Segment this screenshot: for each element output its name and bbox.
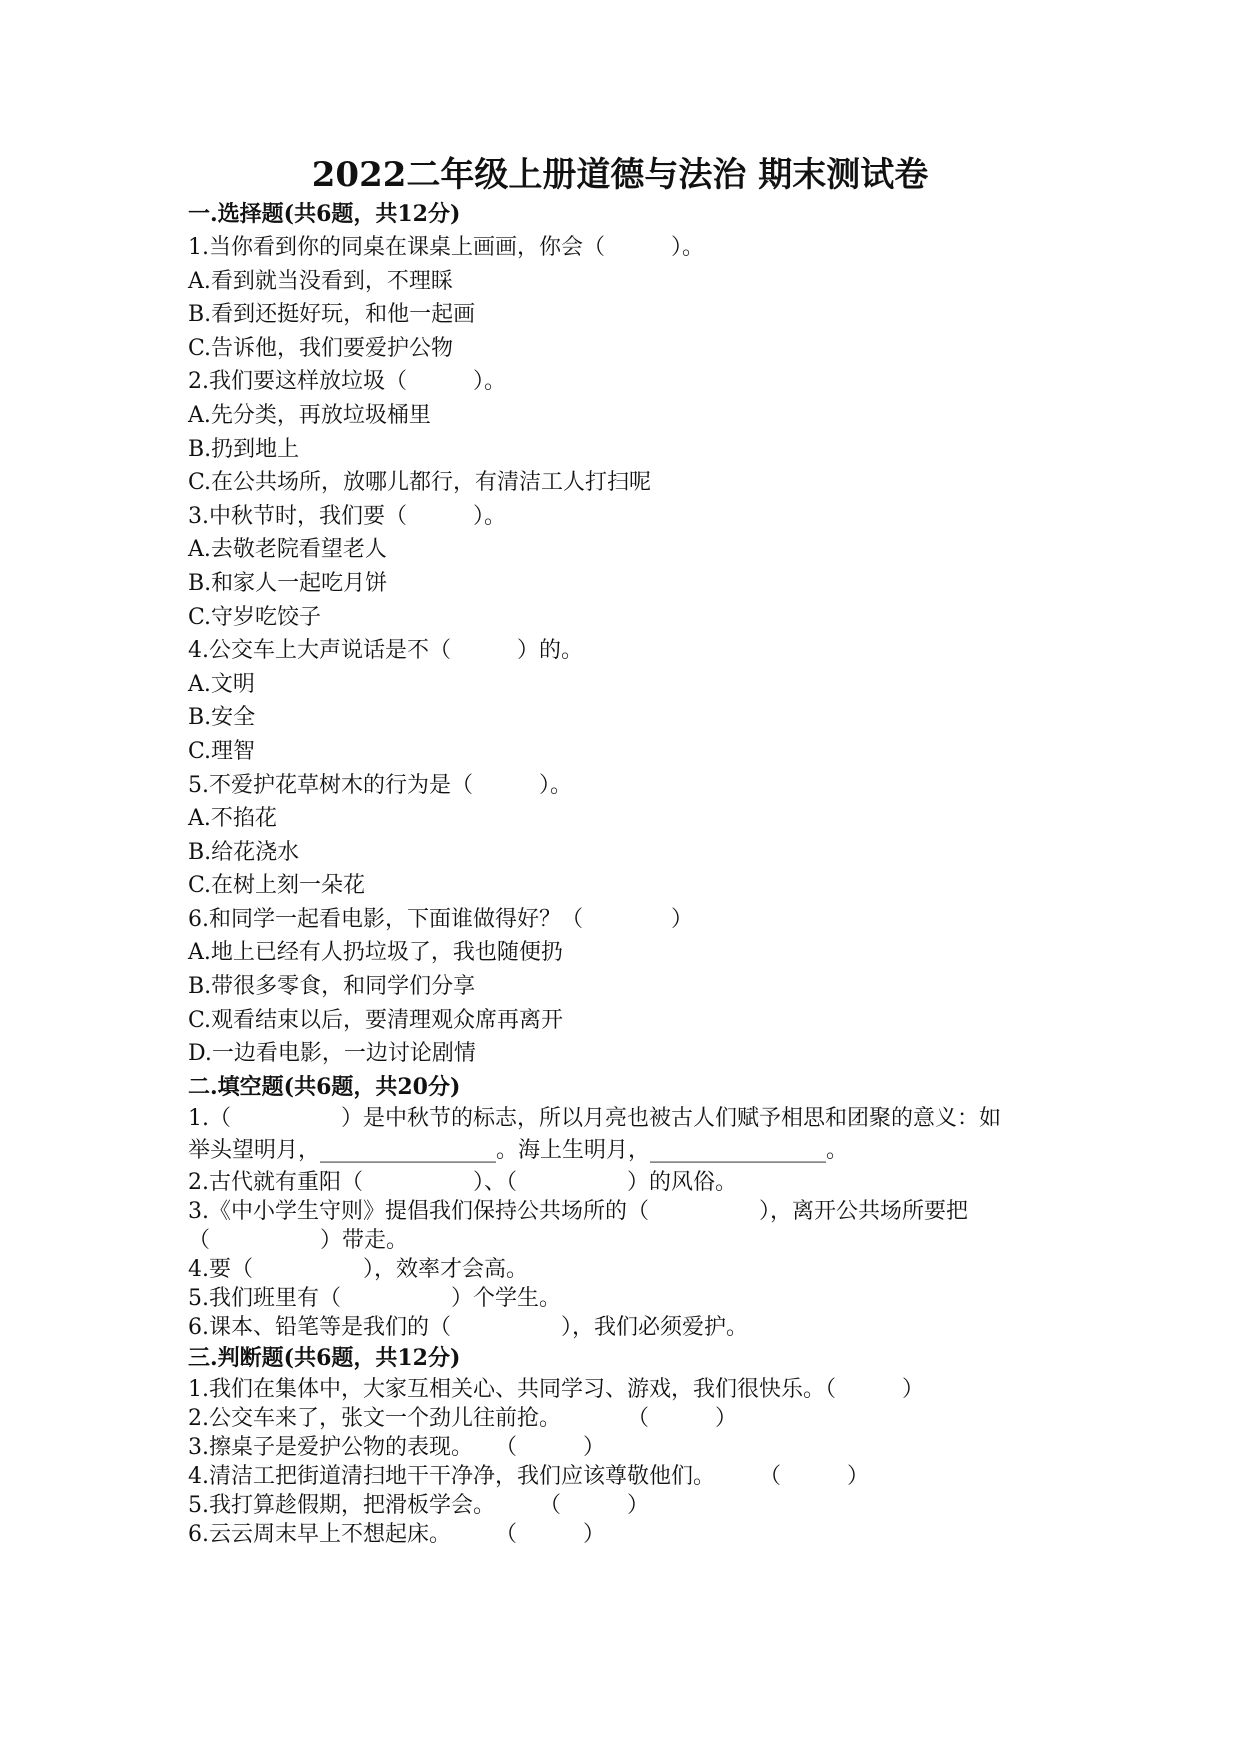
option-line: A.文明 [188,671,255,697]
exam-title: 2022二年级上册道德与法治 期末测试卷 [311,155,929,195]
option-line: C.告诉他，我们要爱护公物 [188,335,454,361]
option-line: B.带很多零食，和同学们分享 [188,974,476,1000]
option-line: A.地上已经有人扔垃圾了，我也随便扔 [188,940,563,966]
question-line: 4.公交车上大声说话是不（ ）的。 [188,638,583,664]
question-line: 3.擦桌子是爱护公物的表现。 （ ） [188,1434,605,1460]
question-line: 6.课本、铅笔等是我们的（ ），我们必须爱护。 [188,1314,748,1340]
question-line: 4.要（ ），效率才会高。 [188,1256,528,1282]
question-line: 1.我们在集体中，大家互相关心、共同学习、游戏，我们很快乐。（ ） [188,1376,924,1402]
exam-content [188,198,1088,1549]
section-heading-choice: 一.选择题(共6题，共12分) [188,201,461,227]
question-line: 举头望明月，________________。海上生明月，________________。 [188,1137,849,1163]
section-heading-judge: 三.判断题(共6题，共12分) [188,1344,461,1371]
question-line: 2.古代就有重阳（ ）、（ ）的风俗。 [188,1169,737,1195]
option-line: C.观看结束以后，要清理观众席再离开 [188,1007,564,1033]
question-line: 5.我们班里有（ ）个学生。 [188,1285,561,1311]
question-line: 3.中秋节时，我们要（ ）。 [188,503,506,529]
option-line: B.扔到地上 [188,436,300,462]
option-line: D.一边看电影，一边讨论剧情 [188,1041,476,1067]
section-heading-fill: 二.填空题(共6题，共20分) [188,1073,461,1100]
question-line: 5.我打算趁假期，把滑板学会。 （ ） [188,1492,649,1518]
question-line: 4.清洁工把街道清扫地干干净净，我们应该尊敬他们。 （ ） [188,1463,869,1489]
question-line: 1.当你看到你的同桌在课桌上画画，你会（ ）。 [188,235,704,260]
option-line: B.和家人一起吃月饼 [188,570,388,596]
option-line: B.给花浇水 [188,839,300,865]
option-line: C.守岁吃饺子 [188,604,322,630]
option-line: C.理智 [188,738,256,764]
question-line: 2.我们要这样放垃圾（ ）。 [188,369,506,395]
option-line: A.不掐花 [188,806,277,832]
option-line: A.看到就当没看到，不理睬 [188,268,453,294]
question-line: 6.和同学一起看电影，下面谁做得好？（ ） [188,906,693,932]
question-line: 1.（ ）是中秋节的标志，所以月亮也被古人们赋予相思和团聚的意义：如 [188,1105,1001,1131]
question-line: 5.不爱护花草树木的行为是（ ）。 [188,772,572,798]
question-line: 6.云云周末早上不想起床。 （ ） [188,1521,605,1547]
option-line: C.在树上刻一朵花 [188,873,366,899]
question-line: 2.公交车来了，张文一个劲儿往前抢。 （ ） [188,1405,737,1431]
option-line: B.看到还挺好玩，和他一起画 [188,302,476,328]
option-line: B.安全 [188,705,256,731]
option-line: A.先分类，再放垃圾桶里 [188,402,431,428]
option-line: A.去敬老院看望老人 [188,537,387,563]
question-line: 3.《中小学生守则》提倡我们保持公共场所的（ ），离开公共场所要把（ ）带走。 [188,1198,968,1253]
option-line: C.在公共场所，放哪儿都行，有清洁工人打扫呢 [188,470,652,496]
